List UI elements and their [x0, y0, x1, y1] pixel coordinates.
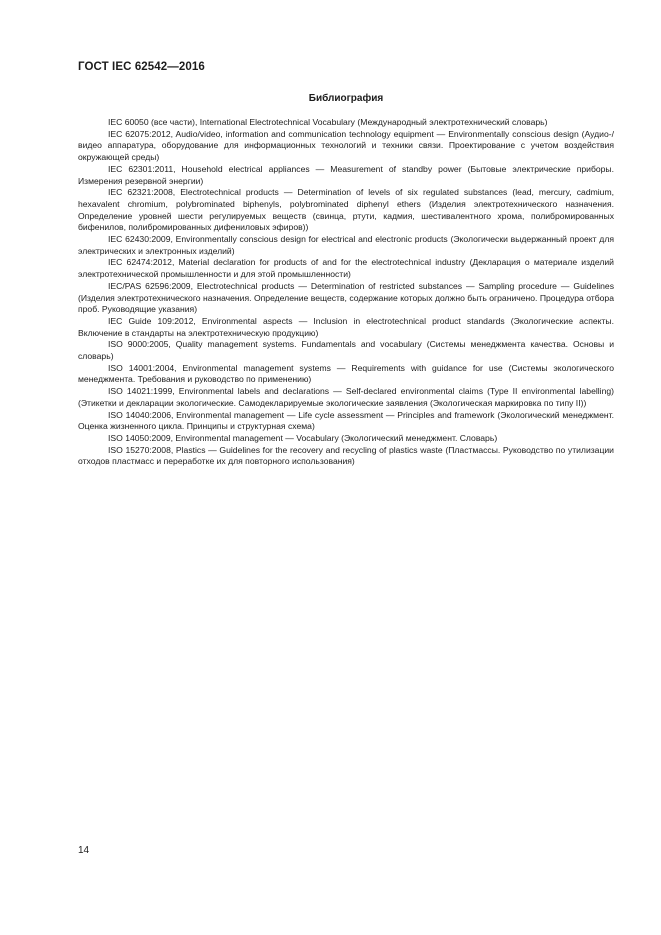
bibliography-entry: ISO 14040:2006, Environmental management — Life cycle assessment — Principles and framework (Экологический менеджмент. Оценка жизненного цикла. Принципы и структурная схема) [78, 409, 614, 432]
page-number: 14 [78, 845, 90, 856]
bibliography-entry: IEC/PAS 62596:2009, Electrotechnical products — Determination of restricted substances — Sampling procedure — Guidelines (Изделия электротехнического назначения. Определение веществ, содержание которых должно быть ограничено. Процедура отбора проб. Руководящие указания) [78, 280, 614, 315]
bibliography-entry: IEC Guide 109:2012, Environmental aspects — Inclusion in electrotechnical product standards (Экологические аспекты. Включение в стандарты на электротехническую продукцию) [78, 315, 614, 338]
bibliography-entry: ISO 14021:1999, Environmental labels and declarations — Self-declared environmental claims (Type II environmental labelling) (Этикетки и декларации экологические. Самодекларируемые экологические заявления (Экологическая маркировка по типу II)) [78, 386, 614, 408]
bibliography-entry: IEC 62321:2008, Electrotechnical products — Determination of levels of six regulated substances (lead, mercury, cadmium, hexavalent chromium, polybrominated biphenyls, polybrominated diphenyl ethers (Изделия электротехнического назначения. Определение уровней шести регулируемых веществ (свинца, ртути, кадмия, шестивалентного хрома, полибромированных бифенилов, полибромированных дифениловых эфиров)) [78, 187, 614, 233]
bibliography-entry: IEC 62301:2011, Household electrical appliances — Measurement of standby power (Бытовые электрические приборы. Измерения резервной энергии) [78, 163, 614, 186]
bibliography-entry: ISO 14050:2009, Environmental management — Vocabulary (Экологический менеджмент. Словарь) [108, 432, 498, 443]
document-header: ГОСТ IEC 62542—2016 [78, 61, 205, 73]
bibliography-title: Библиография [308, 93, 384, 104]
bibliography-entry: IEC 62474:2012, Material declaration for products of and for the electrotechnical industry (Декларация о материале изделий электротехнической промышленности и для этой промышленности) [78, 257, 614, 280]
bibliography-list [78, 117, 614, 468]
bibliography-entry: IEC 62075:2012, Audio/video, information and communication technology equipment — Environmentally conscious design (Аудио-/видео аппаратура, оборудование для информационных технологий и техники связи. Проектирование с учетом воздействия окружающей среды) [78, 128, 614, 163]
bibliography-entry: ISO 9000:2005, Quality management systems. Fundamentals and vocabulary (Системы менеджмента качества. Основы и словарь) [78, 339, 614, 362]
bibliography-entry: IEC 60050 (все части), International Electrotechnical Vocabulary (Международный электротехнический словарь) [108, 117, 548, 127]
bibliography-entry: ISO 15270:2008, Plastics — Guidelines for the recovery and recycling of plastics waste (Пластмассы. Руководство по утилизации отходов пластмасс и переработке их для повторного использования) [78, 444, 614, 467]
bibliography-entry: IEC 62430:2009, Environmentally conscious design for electrical and electronic products (Экологически выдержанный проект для электрических и электронных изделий) [78, 234, 614, 256]
bibliography-entry: ISO 14001:2004, Environmental management systems — Requirements with guidance for use (Системы экологического менеджмента. Требования и руководство по применению) [78, 362, 614, 385]
